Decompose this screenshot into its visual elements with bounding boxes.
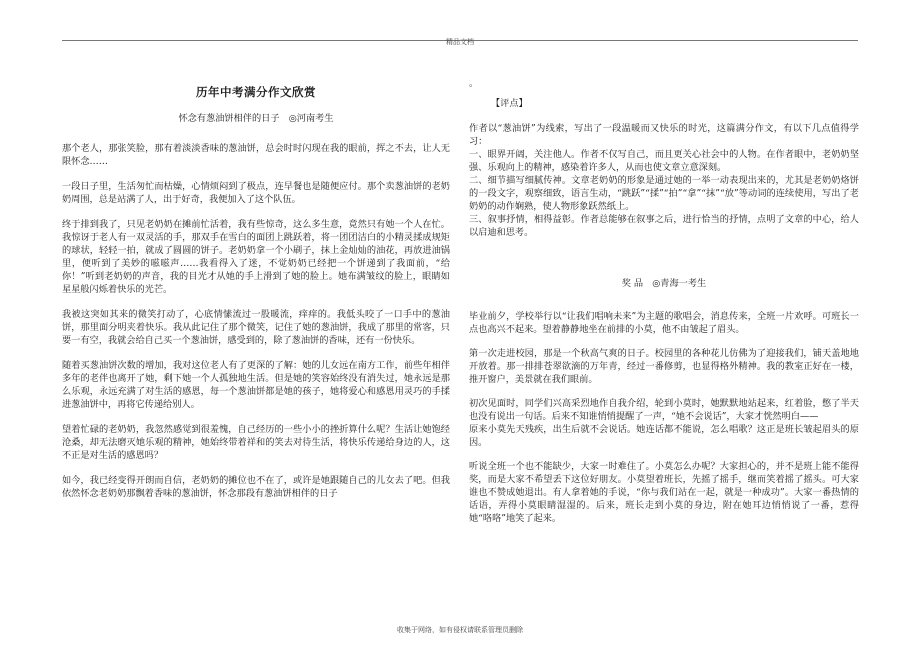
essay-paragraph: 听说全班一个也不能缺少，大家一时难住了。小莫怎么办呢？大家担心的，并不是班上能不能得奖，而是大家不希望丢下这位好朋友。小莫望着班长，先摇了摇手，继而笑着摇了摇头。可大家谁也不赞成她退出。有人拿着她的手说，“你与我们站在一起，就是一种成功”。大家一番热情的话语，弄得小莫眼睛湿湿的。后来，班长走到小莫的身边，附在她耳边悄悄说了一番，惹得她“咯咯”地笑了起来。 [469,461,859,524]
continuation-period: 。 [469,79,479,89]
left-column [62,78,450,512]
essay-paragraph: 第一次走进校园，那是一个秋高气爽的日子。校园里的各种花儿仿佛为了迎接我们，铺天盖地地开放着。那一排排苍翠欲滴的万年青，经过一番修剪，也显得格外精神。我的教室正好在一楼，推开窗户，美景就在我们眼前。 [469,348,859,385]
essay-paragraph: 如今，我已经变得开朗而自信，老奶奶的摊位也不在了，或许是她跟随自己的儿女去了吧。但我依然怀念老奶奶那飘着香味的葱油饼，怀念那段有葱油饼相伴的日子 [62,475,450,499]
essay-paragraph: 我被这突如其来的微笑打动了，心底情愫流过一股暖流，痒痒的。我低头咬了一口手中的葱油饼，那里面分明夹着快乐。我从此记住了那个微笑，记住了她的葱油饼，我成了那里的常客，只要一有空，我就会给自己买一个葱油饼，感受到的，除了葱油饼的香味，还有一份快乐。 [62,309,450,346]
essay-paragraph: 那个老人，那张笑脸，那有着淡淡香味的葱油饼，总会时时闪现在我的眼前，挥之不去，让人无限怀念…… [62,143,450,167]
essay-paragraph: 终于排到我了，只见老奶奶在摊前忙活着，我有些惊奇，这么多生意，竟然只有她一个人在忙。我惊讶于老人有一双灵活的手，那双手在雪白的面团上跳跃着，将一团团洁白的小精灵揉成规矩的球状，轻轻一拍，就成了圆圆的饼子。老奶奶拿一个小刷子，抹上金灿灿的油花，再放进油锅里，便听到了美妙的嗞嗞声……我看得入了迷，不觉奶奶已经把一个饼递到了我面前，“给你！”听到老奶奶的声音，我的目光才从她的手上滑到了她的脸上。她布满皱纹的脸上，眼睛如星星般闪烁着快乐的光芒。 [62,219,450,295]
essay-paragraph: 毕业前夕，学校举行以“让我们唱响未来”为主题的歌唱会，消息传来，全班一片欢呼。可班长一点也高兴不起来。望着静静地坐在前排的小莫，他不由皱起了眉头。 [469,311,859,335]
section-gap [469,239,859,269]
essay-paragraph: 随着买葱油饼次数的增加，我对这位老人有了更深的了解：她的儿女远在南方工作，前些年相伴多年的老伴也离开了她，剩下她一个人孤独地生活。但是她的笑容始终没有消失过，她永远是那么乐观，永远充满了对生活的感恩，每一个葱油饼都是她的孩子，她将爱心和感恩用灵巧的手揉进葱油饼中，再将它传递给别人。 [62,360,450,410]
essay-subtitle: 怀念有葱油饼相伴的日子 ◎河南考生 [178,113,334,124]
essay-paragraph: 望着忙碌的老奶奶，我忽然感觉到很羞愧，自己经历的一些小小的挫折算什么呢？生活让她饱经沧桑，却无法磨灭她乐观的精神，她始终带着祥和的笑去对待生活，将快乐传递给身边的人，这不正是对生活的感恩吗？ [62,424,450,461]
comment-body [469,122,859,239]
comment-paragraph: 作者以“葱油饼”为线索，写出了一段温暖而又快乐的时光，这篇满分作文，有以下几点值得学习： [469,123,859,147]
page-footer-text: 收集于网络，如有侵权请联系管理员删除 [397,626,523,634]
right-column [469,78,859,536]
comment-paragraph: 二、细节描写细腻传神。文章老奶奶的形象是通过她的一举一动表现出来的，尤其是老奶奶烙饼的一段文字，观察细致，语言生动，“跳跃”“揉”“拍”“拿”“抹”“放”等动词的连续使用，写出了老奶奶的动作娴熟，使人物形象跃然纸上。 [469,175,859,212]
essay-paragraph: 一段日子里，生活匆忙而枯燥，心情烦闷到了极点，连早餐也是随便应付。那个卖葱油饼的老奶奶周围，总是站满了人，出于好奇，我便加入了这个队伍。 [62,181,450,205]
comment-paragraph: 一、眼界开阔，关注他人。作者不仅写自己，而且更关心社会中的人物。在作者眼中，老奶奶坚强、乐观向上的精神，感染着许多人，从而也使文章立意深刻。 [469,149,859,173]
essay-subtitle-award: 奖 品 ◎青海一考生 [621,278,707,289]
page-header-text: 精品文档 [446,38,474,46]
comment-heading: 【评点】 [491,98,528,109]
comment-paragraph: 三、叙事抒情，相得益彰。作者总能够在叙事之后，进行恰当的抒情，点明了文章的中心，给人以启迪和思考。 [469,214,859,238]
essay-paragraph: 初次见面时，同学们兴高采烈地作自我介绍，轮到小莫时，她默默地站起来，红着脸，憋了半天也没有说出一句话。后来不知谁悄悄提醒了一声，“她不会说话”，大家才恍然明白—— 原来小莫先天残疾，出生后就不会说话。她连话都不能说，怎么唱歌？这正是班长皱起眉头的原因。 [469,398,859,448]
article-title: 历年中考满分作文欣赏 [196,85,316,99]
